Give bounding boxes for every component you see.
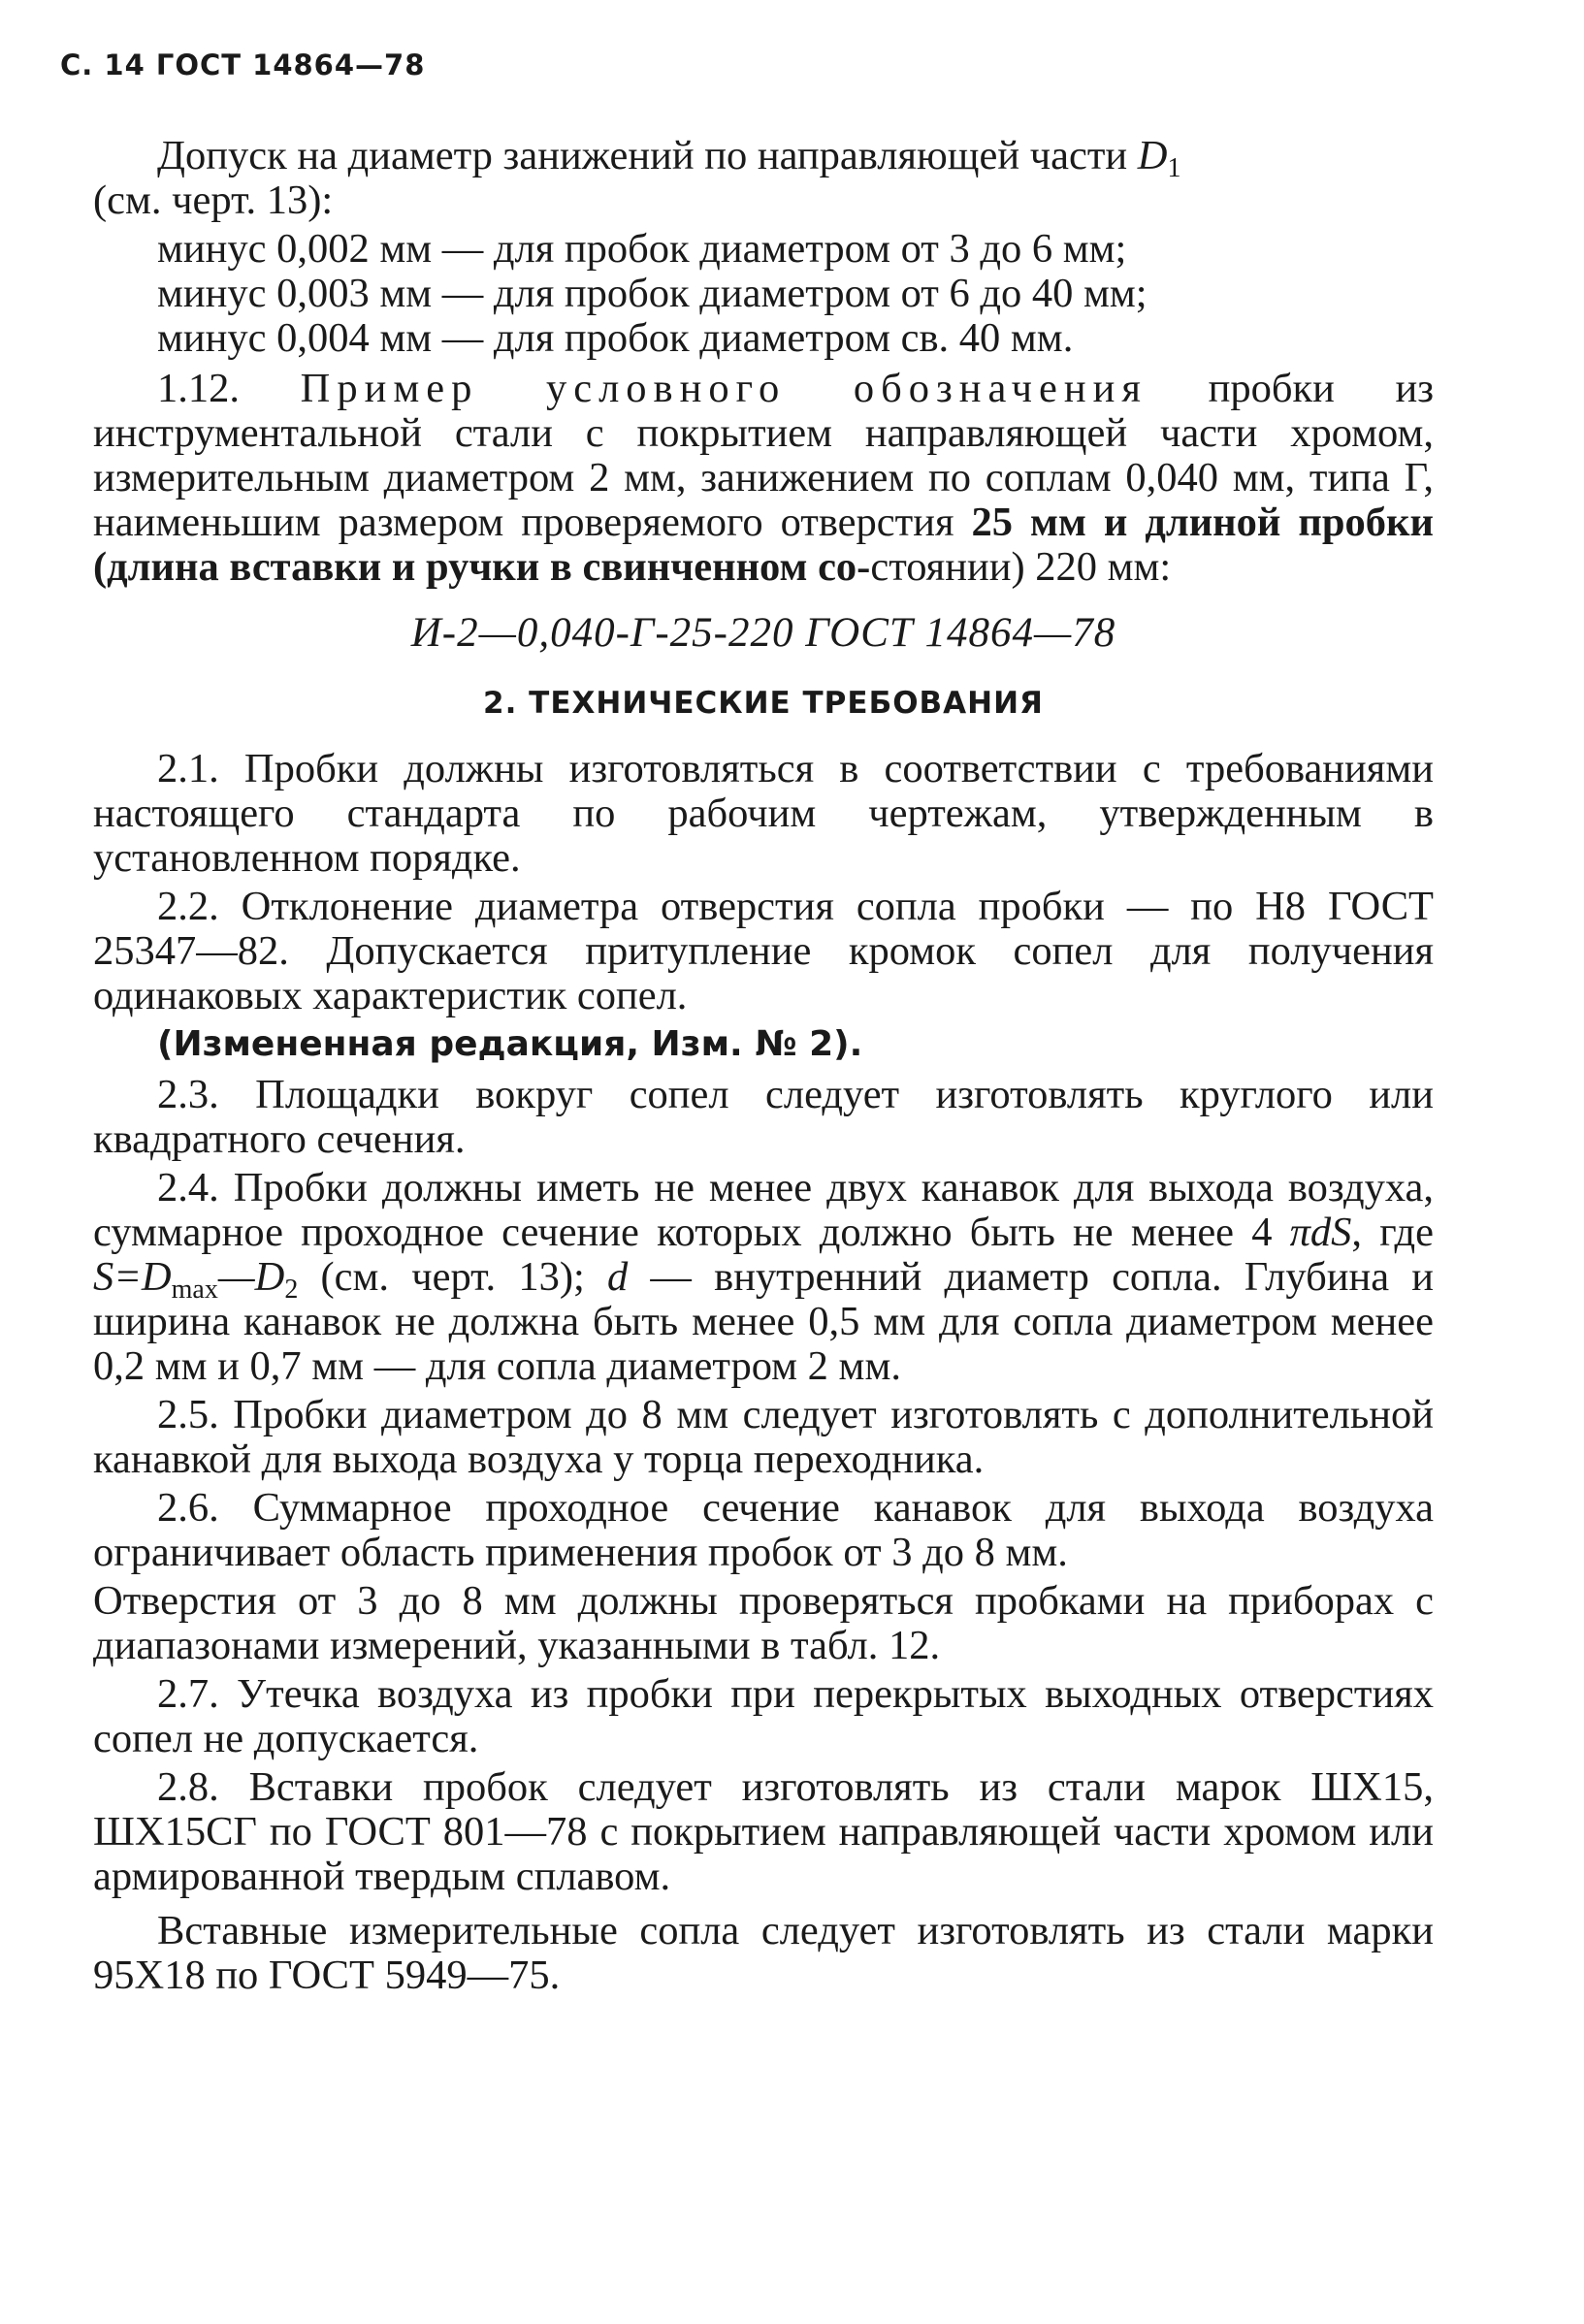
designation-example: И-2—0,040-Г-25-220 ГОСТ 14864—78 bbox=[410, 610, 1116, 656]
clause-2-1: 2.1. Пробки должны изготовляться в соответствии с требованиями настоящего стандарта по рабочим чертежам, утвержденным в установленном порядке. bbox=[93, 746, 1434, 881]
clause-2-3: 2.3. Площадки вокруг сопел следует изготовлять круглого или квадратного сечения. bbox=[93, 1072, 1434, 1162]
clause-2-6: 2.6. Суммарное проходное сечение канавок для выхода воздуха ограничивает область применения пробок от 3 до 8 мм. bbox=[93, 1485, 1434, 1575]
clause-2-5: 2.5. Пробки диаметром до 8 мм следует изготовлять с дополнительной канавкой для выхода воздуха у торца переходника. bbox=[93, 1392, 1434, 1482]
document-body bbox=[93, 134, 1434, 2002]
clause-1-12: 1.12. Пример условного обозначения пробки из инструментальной стали с покрытием направляющей части хромом, измерительным диаметром 2 мм, занижением по соплам 0,040 мм, типа Г, наименьшим размером проверяемого отверстия 25 мм и длиной пробки (длина вставки и ручки в свинченном со-стоянии) 220 мм: bbox=[93, 366, 1435, 590]
clause-2-7: 2.7. Утечка воздуха из пробки при перекрытых выходных отверстиях сопел не допускается. bbox=[93, 1671, 1434, 1761]
amendment-note: (Измененная редакция, Изм. № 2). bbox=[157, 1024, 863, 1064]
clause-2-8: 2.8. Вставки пробок следует изготовлять из стали марок ШХ15, ШХ15СГ по ГОСТ 801—78 с покрытием направляющей части хромом или армированной твердым сплавом. bbox=[93, 1764, 1434, 1899]
clause-2-2: 2.2. Отклонение диаметра отверстия сопла пробки — по Н8 ГОСТ 25347—82. Допускается притупление кромок сопел для получения одинаковых характеристик сопел. bbox=[93, 884, 1434, 1018]
clause-2-4: 2.4. Пробки должны иметь не менее двух канавок для выхода воздуха, суммарное проходное сечение которых должно быть не менее 4 πdS, где $S=D_{max}—D_2$ (см. черт. 13); d — внутренний диаметр сопла. Глубина и ширина канавок не должна быть менее 0,5 мм для сопла диаметром менее 0,2 мм и 0,7 мм — для сопла диаметром 2 мм. bbox=[93, 1165, 1434, 1389]
clause-2-8-continued: Вставные измерительные сопла следует изготовлять из стали марки 95Х18 по ГОСТ 5949—75. bbox=[93, 1908, 1434, 1998]
section-title: 2. ТЕХНИЧЕСКИЕ ТРЕБОВАНИЯ bbox=[483, 686, 1044, 721]
tolerance-line: минус 0,004 мм — для пробок диаметром св. 40 мм. bbox=[157, 315, 1074, 361]
clause-2-6-continued: Отверстия от 3 до 8 мм должны проверяться пробками на приборах с диапазонами измерений, указанными в табл. 12. bbox=[93, 1578, 1434, 1668]
tolerance-intro: Допуск на диаметр занижений по направляющей части $D_1$ (см. черт. 13): bbox=[93, 133, 1181, 223]
tolerance-line: минус 0,002 мм — для пробок диаметром от 3 до 6 мм; bbox=[157, 226, 1127, 272]
tolerance-line: минус 0,003 мм — для пробок диаметром от 6 до 40 мм; bbox=[157, 271, 1148, 316]
page-header: С. 14 ГОСТ 14864—78 bbox=[60, 48, 426, 81]
